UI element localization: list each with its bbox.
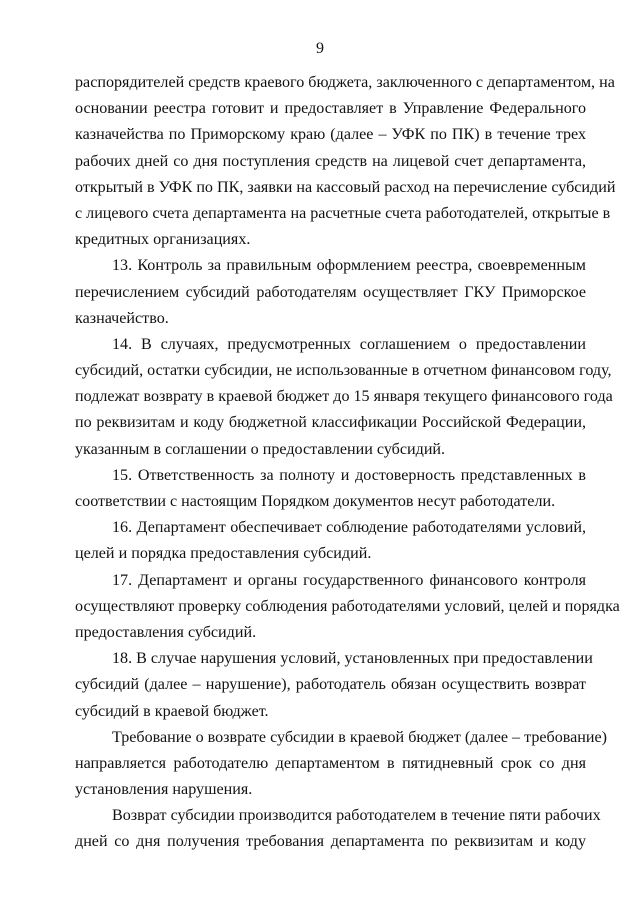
paragraph-first-line: 13. Контроль за правильным оформлением реестра, своевременным	[112, 257, 586, 275]
text-line: целей и порядка предоставления субсидий.	[75, 545, 372, 563]
text-line: кредитных организациях.	[75, 231, 251, 249]
text-line: субсидий в краевой бюджет.	[75, 702, 269, 720]
text-line: направляется работодателю департаментом в пятидневный срок со дня	[75, 754, 586, 772]
paragraph-first-line: 16. Департамент обеспечивает соблюдение работодателями условий,	[112, 519, 586, 537]
text-line: установления нарушения.	[75, 781, 253, 799]
text-line: казначейство.	[75, 309, 169, 327]
text-line: дней со дня получения требования департамента по реквизитам и коду	[75, 833, 586, 851]
text-line: субсидий, остатки субсидии, не использованные в отчетном финансовом году,	[75, 362, 612, 380]
page-number: 9	[316, 40, 324, 57]
text-line: указанным в соглашении о предоставлении субсидий.	[75, 440, 446, 458]
text-line: казначейства по Приморскому краю (далее – УФК по ПК) в течение трех	[75, 126, 586, 144]
text-line: подлежат возврату в краевой бюджет до 15 января текущего финансового года	[75, 388, 613, 406]
text-line: с лицевого счета департамента на расчетные счета работодателей, открытые в	[75, 204, 611, 222]
text-line: открытый в УФК по ПК, заявки на кассовый расход на перечисление субсидий	[75, 178, 616, 196]
paragraph-first-line: Требование о возврате субсидии в краевой бюджет (далее – требование)	[112, 728, 608, 746]
paragraph-first-line: 18. В случае нарушения условий, установленных при предоставлении	[112, 650, 593, 668]
paragraph-first-line: 15. Ответственность за полноту и достоверность представленных в	[112, 466, 586, 484]
text-line: предоставления субсидий.	[75, 623, 257, 641]
paragraph-first-line: Возврат субсидии производится работодателем в течение пяти рабочих	[112, 807, 601, 825]
text-line: распорядителей средств краевого бюджета, заключенного с департаментом, на	[75, 74, 615, 91]
text-line: соответствии с настоящим Порядком документов несут работодатели.	[75, 493, 556, 510]
document-body	[75, 70, 620, 856]
text-line: осуществляют проверку соблюдения работодателями условий, целей и порядка	[75, 597, 620, 615]
text-line: по реквизитам и коду бюджетной классификации Российской Федерации,	[75, 414, 586, 432]
paragraph-first-line: 17. Департамент и органы государственного финансового контроля	[112, 571, 586, 589]
text-line: субсидий (далее – нарушение), работодатель обязан осуществить возврат	[75, 676, 586, 694]
text-line: основании реестра готовит и предоставляет в Управление Федерального	[75, 100, 586, 118]
text-line: рабочих дней со дня поступления средств на лицевой счет департамента,	[75, 152, 586, 170]
paragraph-first-line: 14. В случаях, предусмотренных соглашением о предоставлении	[112, 335, 586, 353]
text-line: перечислением субсидий работодателям осуществляет ГКУ Приморское	[75, 283, 586, 301]
